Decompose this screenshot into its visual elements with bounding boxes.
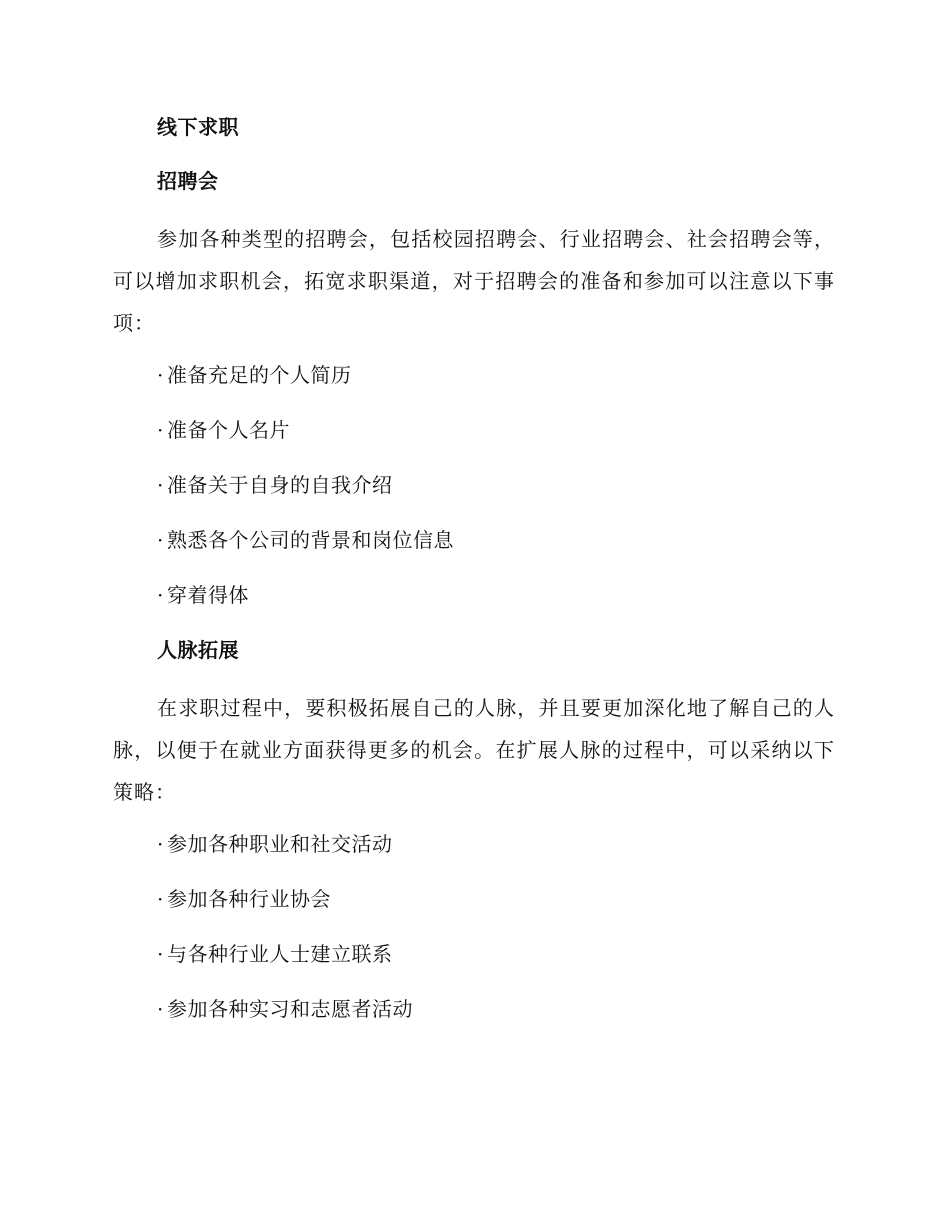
bullet-dot-icon: · <box>157 473 164 497</box>
bullet-dot-icon: · <box>157 528 164 552</box>
list-item-text: 准备个人名片 <box>167 418 290 442</box>
bullet-dot-icon: · <box>157 832 164 856</box>
list-item <box>113 992 835 1026</box>
bullet-dot-icon: · <box>157 887 164 911</box>
list-item-text: 穿着得体 <box>167 583 249 607</box>
list-item <box>113 937 835 971</box>
list-item-text: 准备充足的个人简历 <box>167 363 352 387</box>
list-item <box>113 468 835 502</box>
list-item-text: 参加各种行业协会 <box>167 887 331 911</box>
bullet-list-networking <box>113 827 835 1026</box>
list-item-text: 与各种行业人士建立联系 <box>167 942 393 966</box>
paragraph-networking: 在求职过程中，要积极拓展自己的人脉，并且要更加深化地了解自己的人脉，以便于在就业方面获得更多的机会。在扩展人脉的过程中，可以采纳以下策略： <box>113 696 835 804</box>
bullet-dot-icon: · <box>157 997 164 1021</box>
list-item <box>113 358 835 392</box>
heading-networking: 人脉拓展 <box>157 638 239 662</box>
bullet-dot-icon: · <box>157 942 164 966</box>
document-body <box>113 110 835 1047</box>
list-item-text: 参加各种实习和志愿者活动 <box>167 997 413 1021</box>
paragraph-job-fair: 参加各种类型的招聘会，包括校园招聘会、行业招聘会、社会招聘会等，可以增加求职机会，拓宽求职渠道，对于招聘会的准备和参加可以注意以下事项： <box>113 227 835 335</box>
bullet-dot-icon: · <box>157 418 164 442</box>
list-item-text: 参加各种职业和社交活动 <box>167 832 393 856</box>
list-item <box>113 413 835 447</box>
list-item-text: 熟悉各个公司的背景和岗位信息 <box>167 528 454 552</box>
heading-offline-job-search: 线下求职 <box>157 115 239 139</box>
heading-job-fair: 招聘会 <box>157 169 219 193</box>
bullet-dot-icon: · <box>157 583 164 607</box>
list-item <box>113 578 835 612</box>
list-item <box>113 827 835 861</box>
list-item <box>113 523 835 557</box>
list-item-text: 准备关于自身的自我介绍 <box>167 473 393 497</box>
bullet-dot-icon: · <box>157 363 164 387</box>
list-item <box>113 882 835 916</box>
bullet-list-job-fair <box>113 358 835 612</box>
